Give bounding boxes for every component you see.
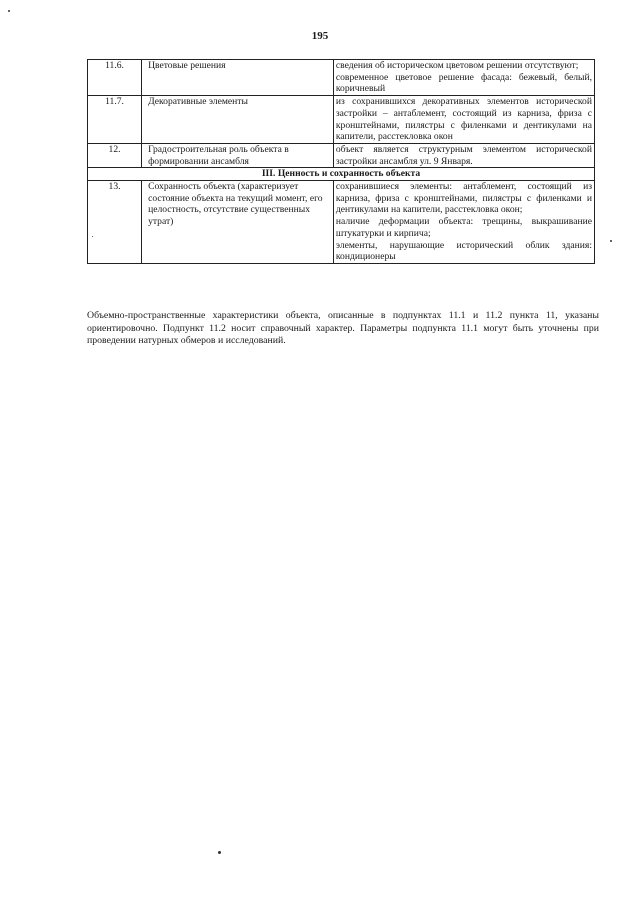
section-heading-row	[88, 168, 595, 181]
description-line: объект является структурным элементом исторической застройки ансамбля ул. 9 Января.	[335, 143, 592, 167]
row-description	[333, 96, 594, 144]
description-line: современное цветовое решение фасада: бежевый, белый, коричневый	[335, 71, 592, 95]
row-number: 11.6.	[88, 60, 142, 96]
scan-speck	[610, 240, 612, 242]
table-row	[88, 181, 595, 264]
section-heading: III. Ценность и сохранность объекта	[88, 168, 595, 181]
page-number: 195	[311, 30, 329, 42]
table-row	[88, 60, 595, 96]
scan-speck	[218, 851, 221, 854]
row-description	[333, 60, 594, 96]
object-characteristics-table	[87, 59, 595, 264]
table-row	[88, 96, 595, 144]
row-name: Декоративные элементы	[142, 96, 334, 144]
scan-speck	[92, 236, 93, 237]
row-name: Градостроительная роль объекта в формировании ансамбля	[142, 143, 334, 167]
row-name: Сохранность объекта (характеризует состояние объекта на текущий момент, его целостность, отсутствие существенных утрат)	[142, 181, 334, 264]
row-number: 11.7.	[88, 96, 142, 144]
description-line: сведения об историческом цветовом решении отсутствуют;	[335, 60, 579, 71]
note-paragraph: Объемно-пространственные характеристики объекта, описанные в подпунктах 11.1 и 11.2 пункта 11, указаны ориентировочно. Подпункт 11.2 носит справочный характер. Параметры подпункта 11.1 могут быть уточнены при проведении натурных обмеров и исследований.	[87, 309, 599, 347]
description-line: элементы, нарушающие исторический облик здания: кондиционеры	[335, 239, 592, 263]
row-number: 12.	[88, 143, 142, 167]
table-row	[88, 143, 595, 167]
row-name: Цветовые решения	[142, 60, 334, 96]
scan-speck	[8, 10, 10, 12]
row-description	[333, 143, 594, 167]
row-description	[333, 181, 594, 264]
description-line: из сохранившихся декоративных элементов исторической застройки – антаблемент, состоящий из карниза, фриза с кронштейнами, пилястры с филенками и дентикулами на капители, расстекловка окон	[335, 96, 592, 143]
description-line: сохранившиеся элементы: антаблемент, состоящий из карниза, фриза с кронштейнами, пилястры с филенками и дентикулами на капители, расстекловка окон;	[335, 181, 592, 216]
row-number: 13.	[88, 181, 142, 264]
description-line: наличие деформации объекта: трещины, выкрашивание штукатурки и кирпича;	[335, 216, 592, 239]
